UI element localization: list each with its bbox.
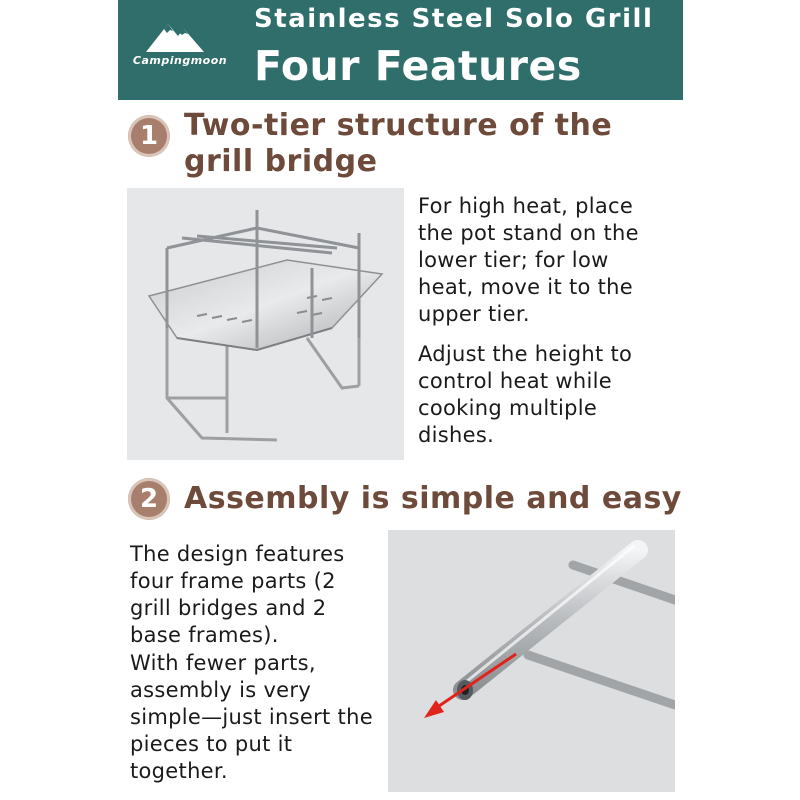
section-1-number-badge: 1	[128, 115, 170, 157]
brand-logo	[122, 18, 232, 78]
header-subtitle: Stainless Steel Solo Grill	[254, 4, 654, 34]
section-1-title-line2: grill bridge	[184, 144, 378, 179]
frame-assembly-photo	[388, 530, 675, 792]
section-2-number-badge: 2	[128, 478, 170, 520]
section-1-title-line1: Two-tier structure of the	[184, 108, 613, 143]
insert-direction-arrow-icon	[424, 654, 516, 718]
grill-two-tier-photo	[127, 188, 404, 460]
section-2-title: Assembly is simple and easy	[184, 481, 682, 516]
mountain-logo-icon	[144, 18, 206, 54]
section-1-paragraph-1: For high heat, place the pot stand on the lower tier; for low heat, move it to the upper tier.	[418, 194, 639, 326]
frame-illustration	[388, 530, 675, 792]
section-2-paragraph-2: With fewer parts, assembly is very simple—just insert the pieces to put it together.	[130, 651, 373, 783]
header-banner	[118, 0, 683, 100]
brand-name: Campingmoon	[132, 54, 228, 67]
section-1-paragraph-2: Adjust the height to control heat while cooking multiple dishes.	[418, 342, 633, 447]
header-title: Four Features	[254, 42, 582, 90]
grill-illustration	[127, 188, 404, 460]
section-2-paragraph-1: The design features four frame parts (2 grill bridges and 2 base frames).	[130, 542, 345, 647]
